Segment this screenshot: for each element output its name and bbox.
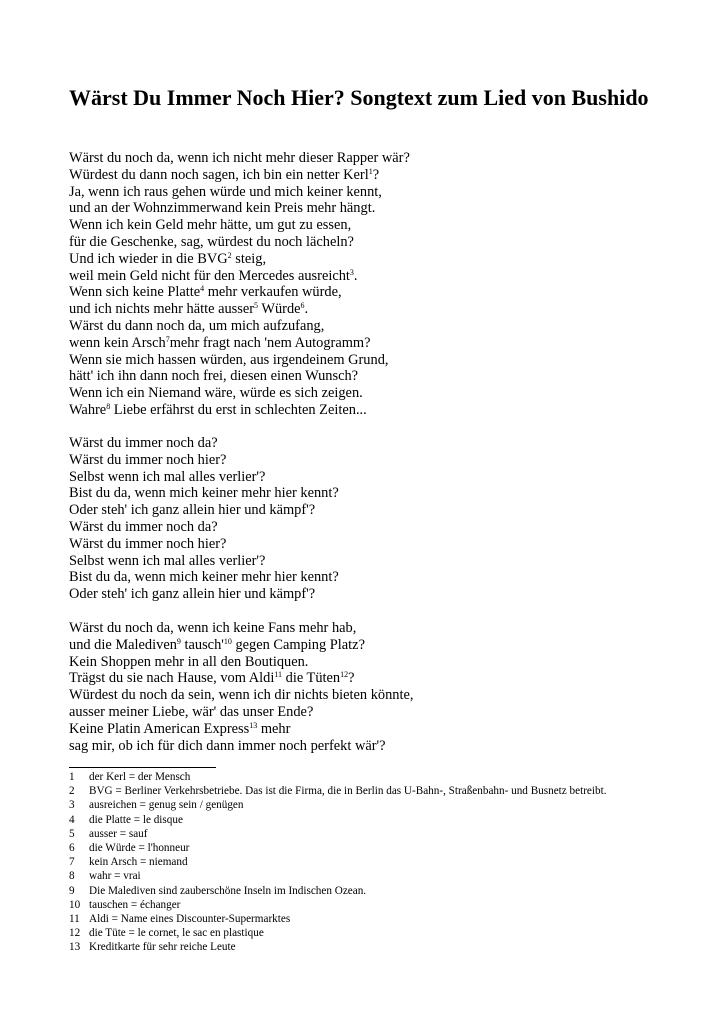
lyric-text: Liebe erfährst du erst in schlechten Zeiten... <box>110 401 367 418</box>
footnote-item <box>69 770 607 784</box>
footnote-item <box>69 813 607 827</box>
footnote-number: 3 <box>69 799 75 812</box>
lyric-line <box>69 318 410 335</box>
lyric-line <box>69 217 410 234</box>
footnote-item <box>69 827 607 841</box>
lyric-text: Wärst du immer noch da? <box>69 435 218 451</box>
lyric-line <box>69 368 410 385</box>
lyric-text: Wenn ich kein Geld mehr hätte, um gut zu essen, <box>69 217 352 234</box>
footnote-number: 7 <box>69 856 75 869</box>
footnote-item <box>69 798 607 812</box>
footnote-text: Die Malediven sind zauberschöne Inseln im Indischen Ozean. <box>89 884 367 897</box>
footnote-item <box>69 926 607 940</box>
lyric-text: steig, <box>231 250 267 267</box>
lyric-text: wenn kein Arsch <box>69 334 166 351</box>
lyric-text: sag mir, ob ich für dich dann immer noch perfekt wär'? <box>69 737 386 754</box>
lyric-text: . <box>353 267 358 284</box>
footnote-number: 2 <box>69 785 75 798</box>
lyric-text: Wärst du dann noch da, um mich aufzufang, <box>69 317 325 334</box>
lyric-line <box>69 469 339 486</box>
lyric-text: und an der Wohnzimmerwand kein Preis mehr hängt. <box>69 200 376 217</box>
footnote-text: tauschen = échanger <box>89 898 181 911</box>
lyric-line <box>69 200 410 217</box>
lyric-text: Kein Shoppen mehr in all den Boutiquen. <box>69 653 309 670</box>
lyric-line <box>69 150 410 167</box>
lyric-text: Wärst du immer noch da? <box>69 518 218 535</box>
lyric-text: Oder steh' ich ganz allein hier und kämpf'? <box>69 502 316 519</box>
footnote-number: 9 <box>69 884 75 897</box>
lyric-line <box>69 569 339 586</box>
lyric-line <box>69 402 410 419</box>
lyric-text: Ja, wenn ich raus gehen würde und mich keiner kennt, <box>69 183 382 200</box>
footnote-text: der Kerl = der Mensch <box>89 771 191 783</box>
footnote-marker: 4 <box>200 284 205 294</box>
lyrics-stanza <box>69 620 414 754</box>
footnote-item <box>69 841 607 855</box>
footnote-item <box>69 940 607 954</box>
footnote-marker: 8 <box>106 401 111 411</box>
footnote-marker: 6 <box>300 301 305 311</box>
lyric-line <box>69 637 414 654</box>
lyric-text: ? <box>348 670 355 687</box>
lyric-text: weil mein Geld nicht für den Mercedes ausreicht <box>69 267 350 284</box>
lyric-line <box>69 335 410 352</box>
footnote-item <box>69 898 607 912</box>
footnote-text: die Tüte = le cornet, le sac en plastique <box>89 927 264 940</box>
lyric-text: Selbst wenn ich mal alles verlier'? <box>69 468 266 485</box>
lyric-text: Wärst du noch da, wenn ich nicht mehr dieser Rapper wär? <box>69 150 410 166</box>
lyric-text: gegen Camping Platz? <box>231 636 365 653</box>
footnote-text: ausreichen = genug sein / genügen <box>89 799 244 812</box>
footnote-number: 1 <box>69 771 75 783</box>
lyric-text: Trägst du sie nach Hause, vom Aldi <box>69 670 275 687</box>
page-title: Wärst Du Immer Noch Hier? Songtext zum Lied von Bushido <box>69 85 649 110</box>
footnote-number: 12 <box>69 927 81 940</box>
footnote-number: 10 <box>69 898 81 911</box>
footnote-text: die Würde = l'honneur <box>89 841 190 854</box>
footnote-number: 8 <box>69 870 75 883</box>
lyric-line <box>69 586 339 603</box>
lyric-text: Bist du da, wenn mich keiner mehr hier kennt? <box>69 485 339 502</box>
lyric-text: Selbst wenn ich mal alles verlier'? <box>69 552 266 569</box>
footnote-divider <box>69 767 216 768</box>
footnotes-list <box>69 770 607 954</box>
lyric-text: ausser meiner Liebe, wär' das unser Ende? <box>69 703 314 720</box>
footnote-marker: 5 <box>254 301 259 311</box>
footnote-marker: 3 <box>349 267 354 277</box>
footnote-marker: 1 <box>368 166 373 176</box>
lyric-line <box>69 738 414 755</box>
lyric-text: Und ich wieder in die BVG <box>69 250 228 267</box>
lyric-line <box>69 485 339 502</box>
lyric-text: ? <box>372 166 380 183</box>
lyric-line <box>69 519 339 536</box>
footnote-marker: 13 <box>249 720 258 730</box>
lyric-text: Wahre <box>69 401 107 418</box>
lyric-line <box>69 184 410 201</box>
footnote-text: Aldi = Name eines Discounter-Supermarktes <box>89 912 291 925</box>
footnote-number: 4 <box>69 813 75 826</box>
lyric-line <box>69 435 339 452</box>
lyric-text: und ich nichts mehr hätte ausser <box>69 301 255 318</box>
footnote-number: 5 <box>69 827 75 840</box>
lyric-line <box>69 352 410 369</box>
footnote-item <box>69 784 607 798</box>
footnote-item <box>69 855 607 869</box>
lyric-line <box>69 687 414 704</box>
footnote-item <box>69 869 607 883</box>
lyric-text: und die Malediven <box>69 636 177 653</box>
footnote-item <box>69 884 607 898</box>
lyric-text: . <box>304 301 309 318</box>
lyric-line <box>69 553 339 570</box>
lyric-text: Wärst du immer noch hier? <box>69 535 227 552</box>
lyric-text: Wenn ich ein Niemand wäre, würde es sich zeigen. <box>69 385 363 402</box>
lyric-text: Würde <box>258 301 301 318</box>
lyric-text: Würdest du dann noch sagen, ich bin ein netter Kerl <box>69 166 369 183</box>
footnote-marker: 12 <box>340 670 349 680</box>
lyric-text: hätt' ich ihn dann noch frei, diesen einen Wunsch? <box>69 368 359 385</box>
footnote-marker: 7 <box>165 334 170 344</box>
footnote-text: die Platte = le disque <box>89 813 183 826</box>
lyrics-stanza <box>69 150 410 419</box>
lyric-line <box>69 268 410 285</box>
footnote-text: kein Arsch = niemand <box>89 856 188 869</box>
lyric-text: Wenn sich keine Platte <box>69 284 201 301</box>
footnote-marker: 9 <box>176 636 181 646</box>
lyric-text: für die Geschenke, sag, würdest du noch lächeln? <box>69 233 354 250</box>
lyric-text: mehr <box>257 720 291 737</box>
lyric-text: Wenn sie mich hassen würden, aus irgendeinem Grund, <box>69 351 389 368</box>
lyric-line <box>69 301 410 318</box>
lyric-text: Oder steh' ich ganz allein hier und kämpf'? <box>69 586 316 603</box>
lyric-text: Keine Platin American Express <box>69 720 250 737</box>
lyric-text: mehr fragt nach 'nem Autogramm? <box>169 334 371 351</box>
lyrics-stanza <box>69 435 339 603</box>
lyric-line <box>69 234 410 251</box>
lyric-line <box>69 251 410 268</box>
footnote-item <box>69 912 607 926</box>
lyric-line <box>69 502 339 519</box>
footnote-marker: 11 <box>274 670 283 680</box>
lyric-text: tausch' <box>180 636 224 653</box>
lyric-line <box>69 452 339 469</box>
lyric-line <box>69 536 339 553</box>
lyric-line <box>69 721 414 738</box>
lyric-text: mehr verkaufen würde, <box>204 284 342 301</box>
footnote-number: 13 <box>69 941 81 954</box>
lyric-line <box>69 654 414 671</box>
footnote-text: BVG = Berliner Verkehrsbetriebe. Das ist die Firma, die in Berlin das U-Bahn-, Straßenbahn- und Busnetz betreibt. <box>89 785 607 798</box>
footnote-number: 11 <box>69 912 80 925</box>
footnote-text: wahr = vrai <box>89 870 141 883</box>
footnote-marker: 10 <box>223 636 232 646</box>
footnote-marker: 2 <box>227 250 232 260</box>
footnote-text: Kreditkarte für sehr reiche Leute <box>89 941 236 954</box>
footnote-text: ausser = sauf <box>89 827 148 840</box>
lyric-line <box>69 670 414 687</box>
lyric-text: Bist du da, wenn mich keiner mehr hier kennt? <box>69 569 339 586</box>
lyric-line <box>69 284 410 301</box>
footnote-number: 6 <box>69 841 75 854</box>
lyric-text: die Tüten <box>282 670 341 687</box>
lyric-line <box>69 167 410 184</box>
lyric-text: Wärst du immer noch hier? <box>69 451 227 468</box>
lyric-text: Würdest du noch da sein, wenn ich dir nichts bieten könnte, <box>69 687 414 704</box>
lyric-line <box>69 704 414 721</box>
lyric-text: Wärst du noch da, wenn ich keine Fans mehr hab, <box>69 620 357 636</box>
lyric-line <box>69 385 410 402</box>
lyric-line <box>69 620 414 637</box>
